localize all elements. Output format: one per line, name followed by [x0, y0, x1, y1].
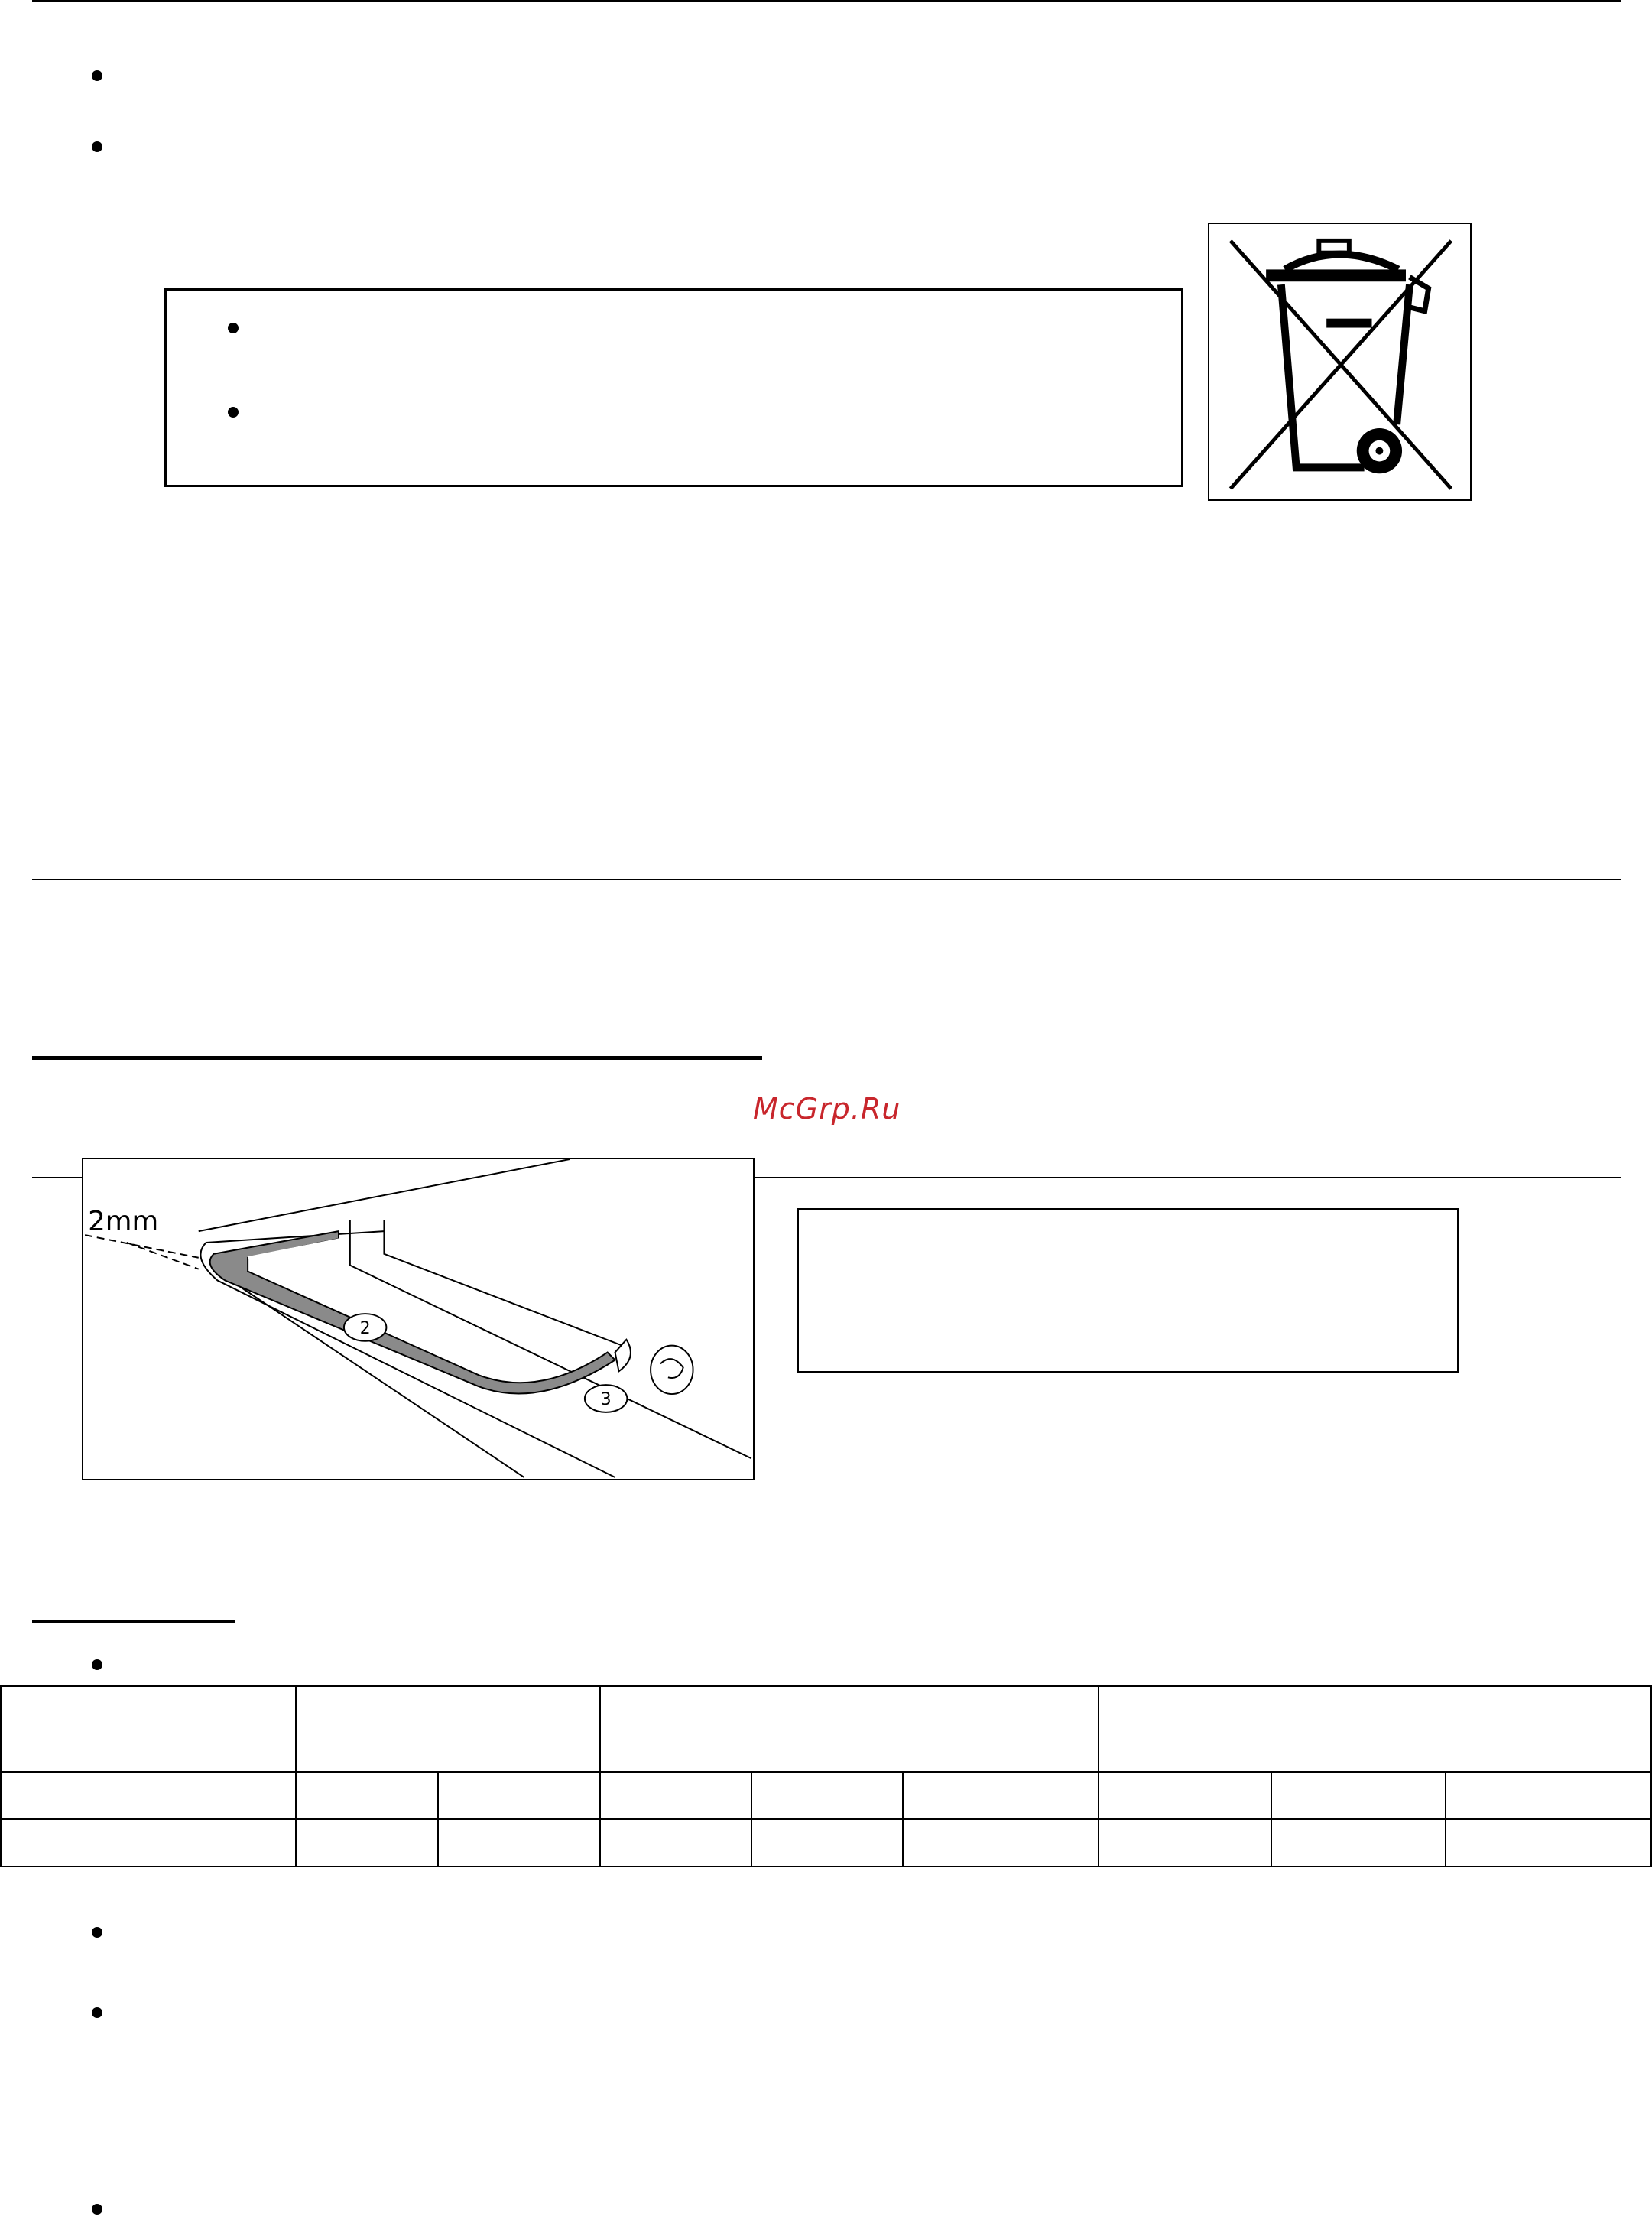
- door-seal-figure: [82, 1158, 755, 1480]
- door-seal-diagram: [83, 1159, 753, 1479]
- list-bullet: [92, 141, 102, 152]
- table-cell: [1099, 1772, 1271, 1819]
- list-bullet: [92, 1659, 102, 1670]
- list-bullet: [92, 1927, 102, 1938]
- table-cell: [1446, 1772, 1651, 1819]
- table-cell: [903, 1819, 1099, 1867]
- table-cell: [1271, 1819, 1446, 1867]
- table-cell: [438, 1772, 600, 1819]
- list-bullet: [228, 407, 239, 418]
- table-cell: [1446, 1819, 1651, 1867]
- table-cell: [903, 1772, 1099, 1819]
- spec-table: [0, 1685, 1652, 1867]
- disposal-symbol: [1208, 223, 1472, 501]
- table-cell: [1271, 1772, 1446, 1819]
- list-bullet: [92, 70, 102, 81]
- table-cell: [296, 1772, 438, 1819]
- watermark-text: McGrp.Ru: [753, 1092, 901, 1126]
- callout-3: 3: [600, 1389, 612, 1409]
- section-rule: [32, 879, 1621, 880]
- table-cell: [1, 1819, 296, 1867]
- table-header-row: [1, 1686, 1651, 1772]
- table-row: [1, 1819, 1651, 1867]
- table-cell: [296, 1686, 600, 1772]
- table-cell: [1099, 1819, 1271, 1867]
- list-bullet: [92, 2007, 102, 2018]
- table-cell: [600, 1772, 751, 1819]
- table-cell: [751, 1819, 903, 1867]
- dimension-label: 2mm: [88, 1206, 159, 1238]
- table-cell: [438, 1819, 600, 1867]
- crossed-out-wheelie-bin-icon: [1209, 224, 1470, 499]
- table-cell: [1, 1686, 296, 1772]
- table-cell: [751, 1772, 903, 1819]
- list-bullet: [228, 323, 239, 333]
- callout-2: 2: [359, 1318, 371, 1338]
- list-bullet: [92, 2204, 102, 2215]
- table-row: [1, 1772, 1651, 1819]
- table-cell: [600, 1819, 751, 1867]
- table-cell: [296, 1819, 438, 1867]
- heading-underline: [32, 1056, 762, 1060]
- notice-box: [164, 288, 1183, 487]
- table-cell: [1, 1772, 296, 1819]
- top-rule: [32, 0, 1621, 2]
- note-box: [797, 1208, 1459, 1373]
- heading-underline: [32, 1620, 235, 1623]
- table-cell: [600, 1686, 1099, 1772]
- table-cell: [1099, 1686, 1651, 1772]
